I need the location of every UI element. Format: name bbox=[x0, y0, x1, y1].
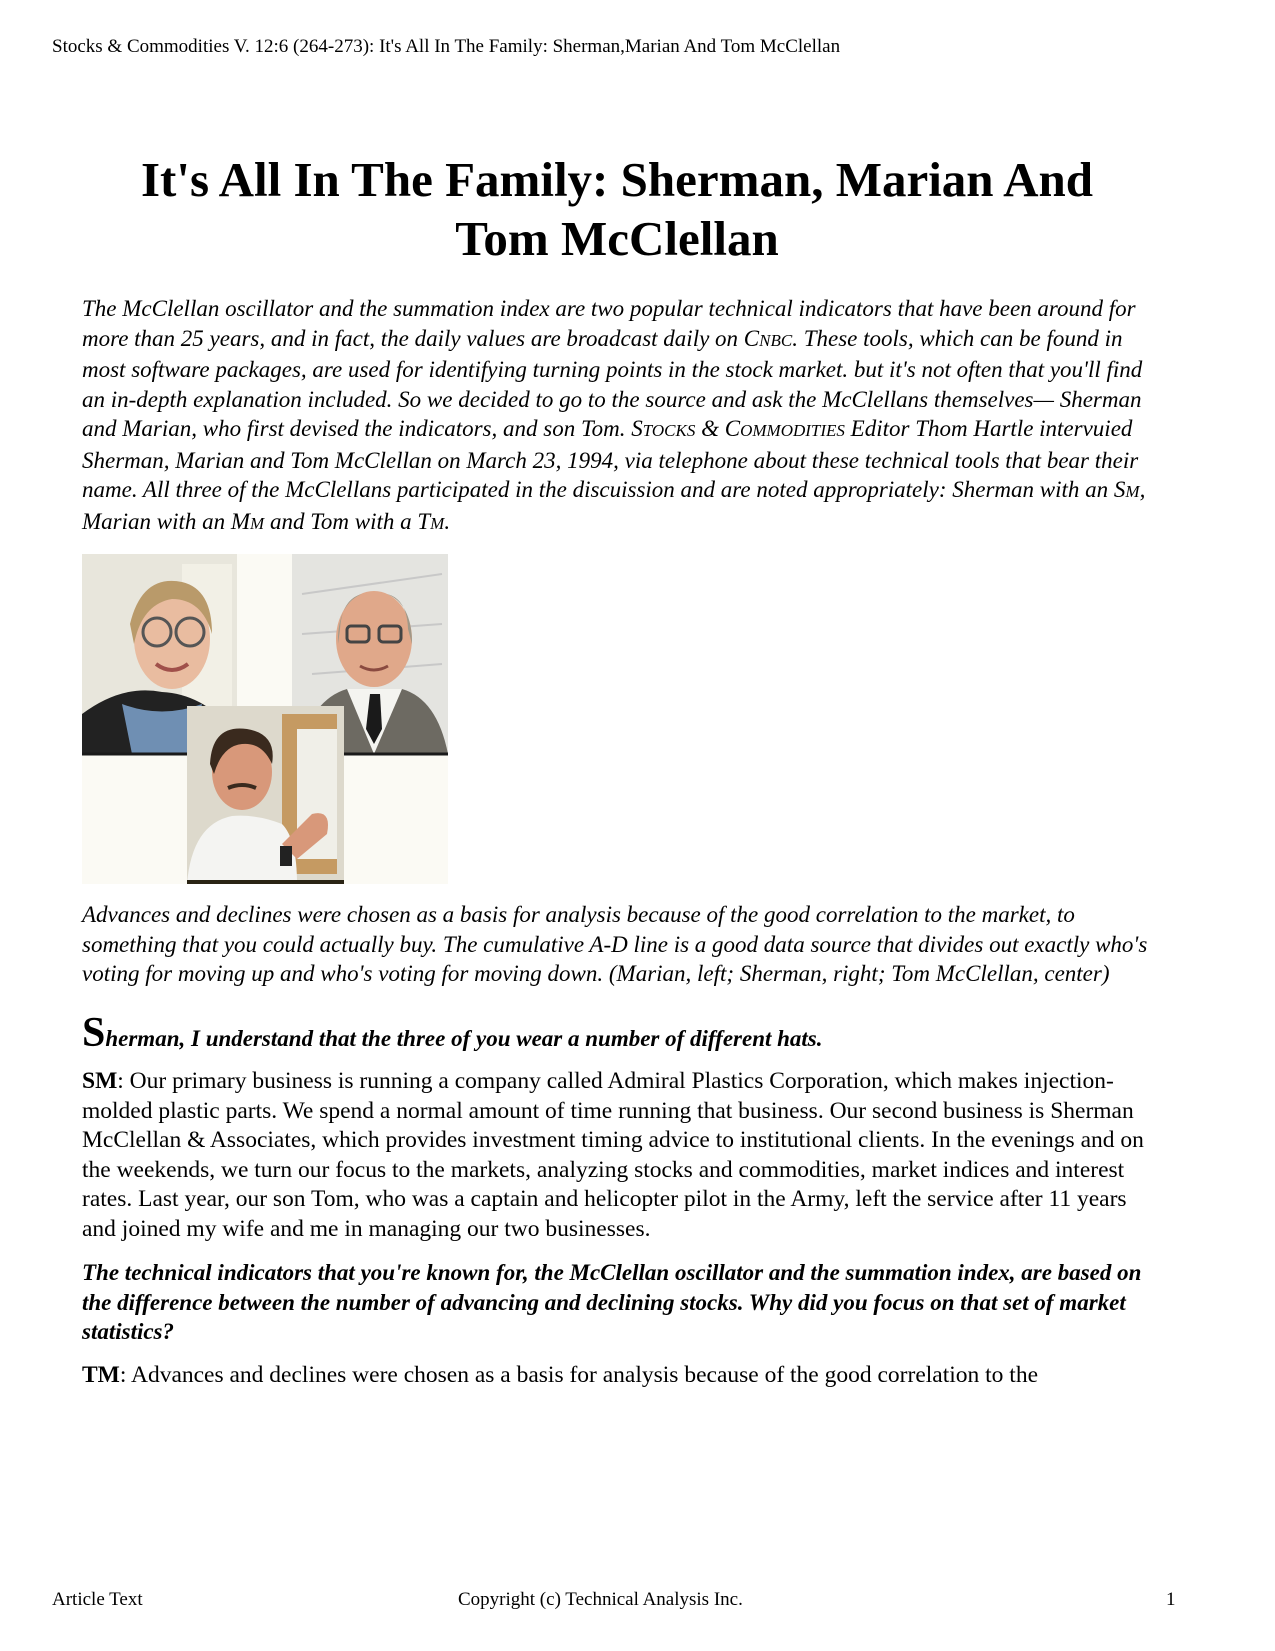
footer-copyright: Copyright (c) Technical Analysis Inc. bbox=[458, 1589, 743, 1610]
article-title bbox=[82, 150, 1152, 268]
footer-left: Article Text bbox=[52, 1589, 143, 1610]
article bbox=[82, 150, 1152, 1404]
small-caps: M bbox=[250, 513, 265, 533]
tom-portrait bbox=[187, 706, 344, 884]
speaker-label: TM bbox=[82, 1361, 120, 1388]
running-header: Stocks & Commodities V. 12:6 (264-273): It's All In The Family: Sherman,Marian And Tom McClellan bbox=[52, 36, 841, 57]
photo-caption: Advances and declines were chosen as a basis for analysis because of the good correlation to the market, to something that you could actually buy. The cumulative A-D line is a good data source that divides out exactly who's voting for moving up and who's voting for moving down. (Marian, left; Sherman, right; Tom McClellan, center) bbox=[82, 902, 1148, 986]
small-caps: M bbox=[430, 513, 445, 533]
abstract-text: & C bbox=[695, 416, 741, 441]
abstract-text: . bbox=[444, 508, 451, 534]
question-1 bbox=[82, 1009, 1152, 1056]
answer-text: : Advances and declines were chosen as a basis for analysis because of the good correlation to the bbox=[119, 1361, 1039, 1388]
abstract-text: . These tools, which can be found in most software packages, are used for identifying turning points in the stock market. but it's not often that you'll find an in-depth explanation included. So we decided to go to the source and ask the McClellans themselves— Sherman and Marian, who first devised the indicators, and son Tom. S bbox=[82, 325, 1143, 441]
abstract-text: , Marian with an M bbox=[82, 477, 1146, 534]
question-2: The technical indicators that you're known for, the McClellan oscillator and the summation index, are based on the difference between the number of advancing and declining stocks. Why did you focus on that set of market statistics? bbox=[82, 1260, 1142, 1344]
speaker-label: SM bbox=[82, 1068, 118, 1094]
abstract-text: Editor Thom Hartle intervuied Sherman, Marian and Tom McClellan on March 23, 1994, via telephone about these technical tools that bear their name. All three of the McClellans participated in the discuission and are noted appropriately: Sherman with an S bbox=[82, 416, 1139, 502]
abstract-text: and Tom with a T bbox=[264, 508, 431, 534]
title-line-2: Tom McClellan bbox=[455, 211, 779, 266]
page-number: 1 bbox=[1166, 1589, 1176, 1610]
small-caps: NBC bbox=[759, 330, 793, 350]
small-caps: M bbox=[1125, 482, 1140, 501]
abstract bbox=[82, 294, 1152, 538]
small-caps: TOCKS bbox=[642, 421, 696, 440]
abstract-text: The McClellan oscillator and the summation index are two popular technical indicators that have been around for more than 25 years, and in fact, the daily values are broadcast daily on C bbox=[82, 296, 1136, 351]
drop-cap: S bbox=[82, 1009, 106, 1056]
mcclellan-family-photo bbox=[82, 554, 448, 884]
small-caps: OMMODITIES bbox=[740, 421, 845, 440]
answer-text: : Our primary business is running a company called Admiral Plastics Corporation, which makes injection-molded plastic parts. We spend a normal amount of time running that business. Our second business is Sherman McClellan & Associates, which provides investment timing advice to institutional clients. In the evenings and on the weekends, we turn our focus to the markets, analyzing stocks and commodities, market indices and interest rates. Last year, our son Tom, who was a captain and helicopter pilot in the Army, left the service after 11 years and joined my wife and me in managing our two businesses. bbox=[82, 1068, 1144, 1242]
title-line-1: It's All In The Family: Sherman, Marian And bbox=[140, 152, 1093, 207]
answer-1 bbox=[82, 1067, 1152, 1244]
question-text: herman, I understand that the three of you wear a number of different hats. bbox=[105, 1025, 823, 1051]
answer-2 bbox=[82, 1361, 1152, 1391]
